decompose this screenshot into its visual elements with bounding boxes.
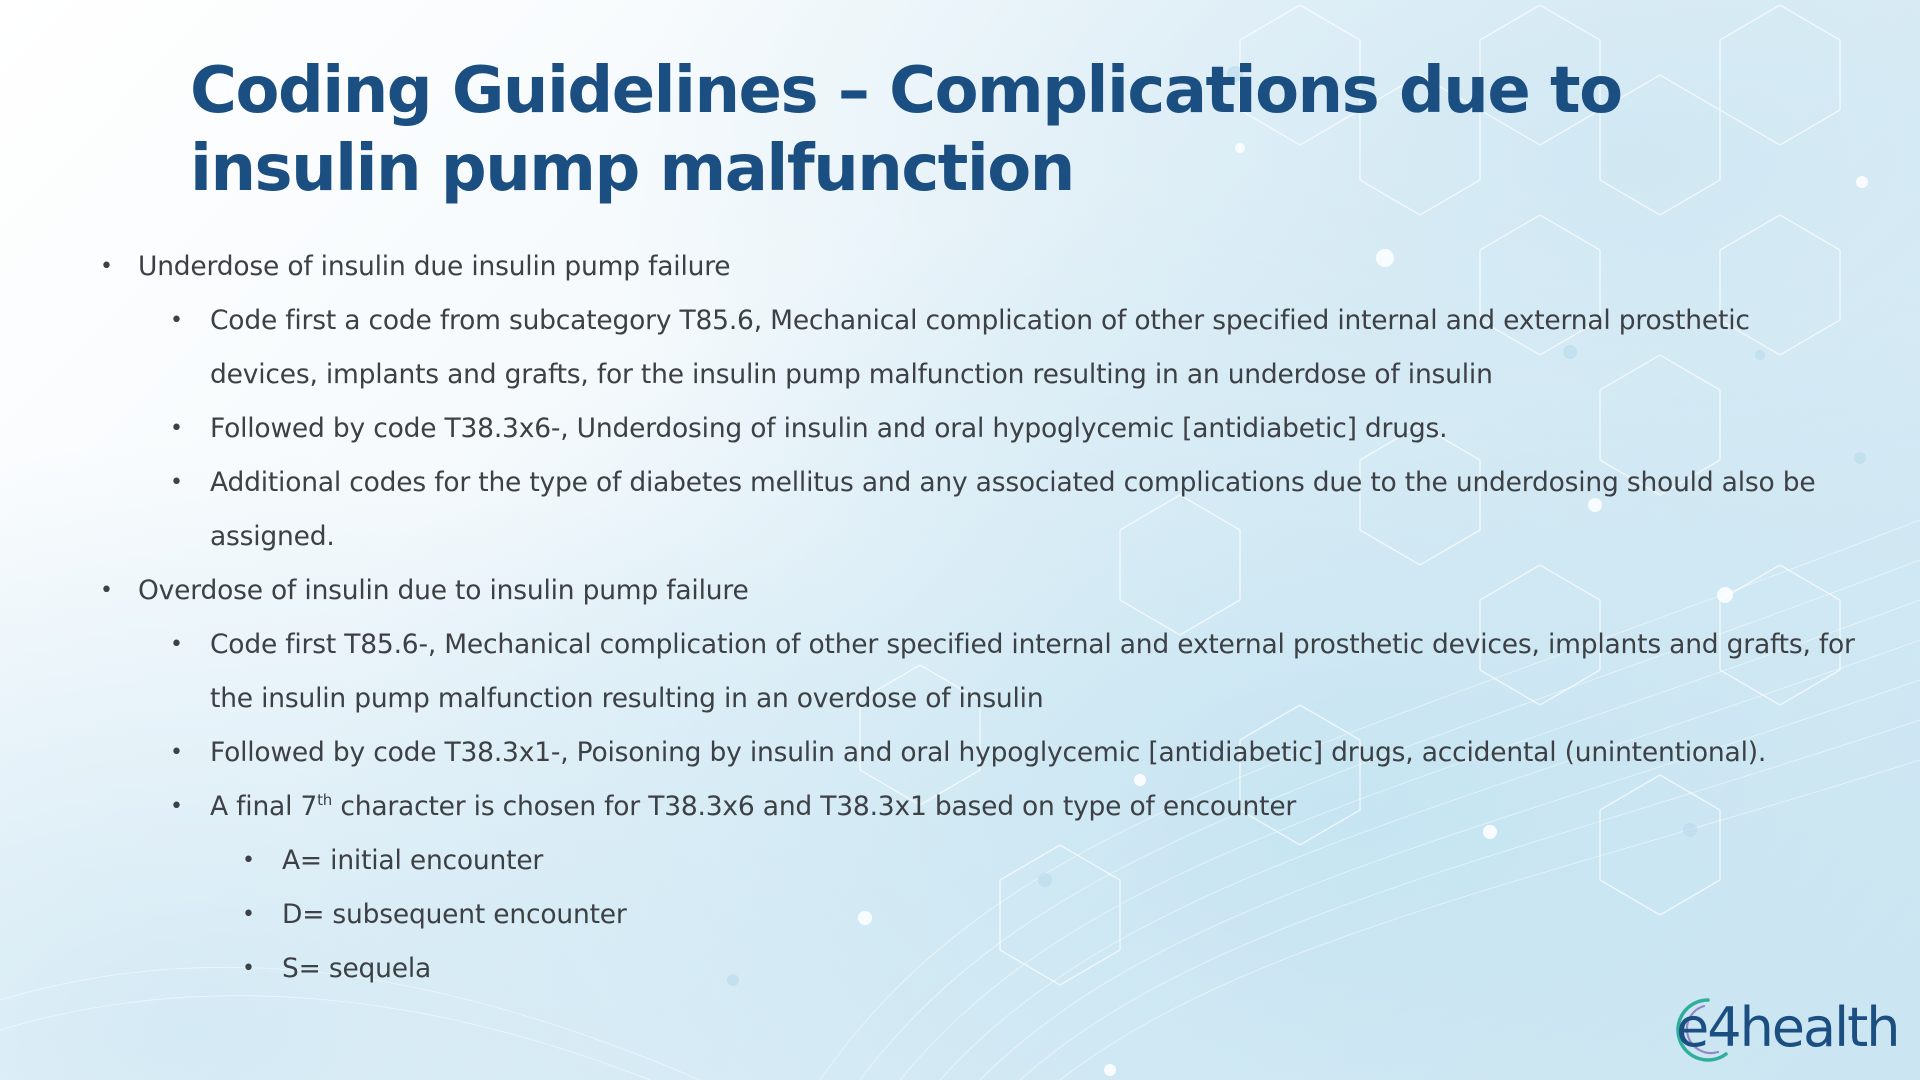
ordinal-superscript: th	[317, 791, 333, 810]
bullet-list	[100, 240, 1860, 996]
slide-title: Coding Guidelines – Complications due to insulin pump malfunction	[190, 54, 1622, 206]
sub-sub-bullet-item: • S= sequela	[100, 942, 1860, 996]
sub-bullet-item: • Followed by code T38.3x6-, Underdosing of insulin and oral hypoglycemic [antidiabetic] drugs.	[100, 402, 1860, 456]
sub-bullet-item: • Code first a code from subcategory T85.6, Mechanical complication of other specified internal and external prosthetic devices, implants and grafts, for the insulin pump malfunction resulting in an underdose of insulin	[100, 294, 1860, 402]
sub-bullet-item: • Additional codes for the type of diabetes mellitus and any associated complications due to the underdosing should also be assigned.	[100, 456, 1860, 564]
sub-bullet-item: • Code first T85.6-, Mechanical complication of other specified internal and external prosthetic devices, implants and grafts, for the insulin pump malfunction resulting in an overdose of insulin	[100, 618, 1860, 726]
bullet-item: • Underdose of insulin due insulin pump failure	[100, 240, 1860, 294]
e4health-logo	[1668, 990, 1898, 1066]
logo-text: e4health	[1676, 996, 1899, 1059]
bullet-item: • Overdose of insulin due to insulin pump failure	[100, 564, 1860, 618]
sub-bullet-item-seventh-character	[100, 780, 1860, 834]
bullet-text-start: A final 7	[210, 791, 318, 822]
sub-sub-bullet-item: • D= subsequent encounter	[100, 888, 1860, 942]
bullet-text-end: character is chosen for T38.3x6 and T38.3x1 based on type of encounter	[332, 791, 1297, 822]
sub-bullet-item: • Followed by code T38.3x1-, Poisoning by insulin and oral hypoglycemic [antidiabetic] drugs, accidental (unintentional).	[100, 726, 1860, 780]
sub-sub-bullet-item: • A= initial encounter	[100, 834, 1860, 888]
